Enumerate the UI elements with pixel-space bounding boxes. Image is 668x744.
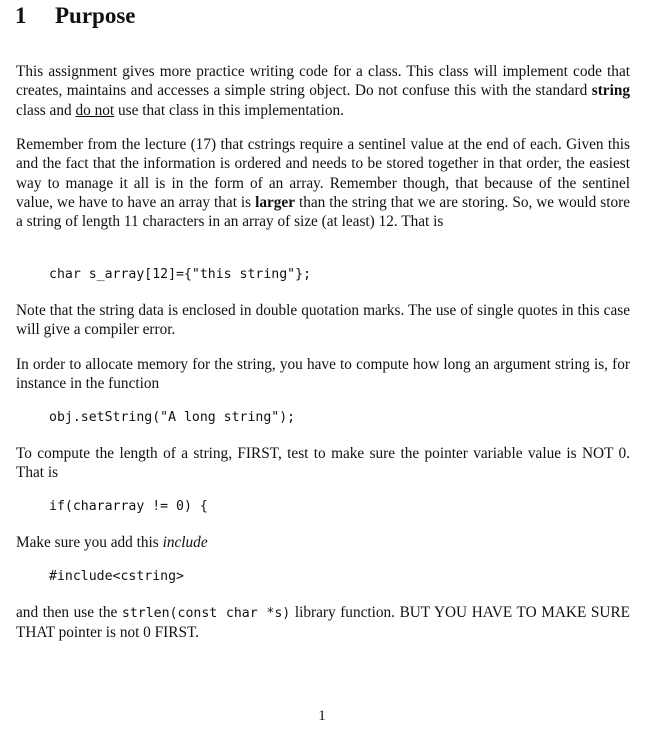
paragraph-include <box>16 533 630 552</box>
text-run-bold: larger <box>255 193 295 211</box>
text-run: Note that the string data is enclosed in double quotation marks. The use of single quotes in this case will give a compiler error. <box>16 302 630 339</box>
paragraph-allocate <box>16 355 630 394</box>
text-run: Make sure you add this <box>16 534 163 551</box>
code-setstring-call: obj.setString("A long string"); <box>49 410 296 425</box>
text-run-code: strlen(const char *s) <box>121 606 291 621</box>
text-run: use that class in this implementation. <box>114 101 344 119</box>
paragraph-strlen <box>16 603 630 643</box>
paragraph-sentinel <box>16 135 630 231</box>
text-run-bold: string <box>591 82 630 100</box>
text-run: class and <box>16 101 76 119</box>
code-null-check: if(chararray != 0) { <box>49 499 208 514</box>
section-number: 1 <box>15 3 27 28</box>
text-run: In order to allocate memory for the string, you have to compute how long an argument string is, for instance in the function <box>16 356 630 393</box>
text-run-underlined: do not <box>75 101 115 119</box>
text-run: than the string that we are storing. So, we would store a string of length 11 characters in an array of size (at least) 12. That is <box>16 193 630 231</box>
paragraph-length <box>16 444 630 483</box>
section-heading <box>15 3 136 29</box>
paragraph-intro <box>16 62 630 120</box>
paragraph-quotes <box>16 301 630 340</box>
page-number: 1 <box>318 708 326 724</box>
code-include-directive: #include<cstring> <box>49 569 184 584</box>
text-run-italic: include <box>162 534 208 551</box>
section-title: Purpose <box>55 3 136 28</box>
text-run: To compute the length of a string, FIRST, test to make sure the pointer variable value is NOT 0. That is <box>16 445 630 482</box>
text-run: and then use the <box>16 604 122 621</box>
text-run: Remember from the lecture (17) that cstrings require a sentinel value at the end of each. Given this and the fact that the information is ordered and needs to be stored together in that order, the easiest way to manage it all is in the form of an array. Remember though, that because of the sentinel value, we have to have an array that is <box>16 136 630 211</box>
code-array-declaration: char s_array[12]={"this string"}; <box>49 267 312 282</box>
text-run: This assignment gives more practice writing code for a class. This class will implement code that creates, maintains and accesses a simple string object. Do not confuse this with the standard <box>16 63 630 100</box>
text-run: library function. BUT YOU HAVE TO MAKE SURE THAT pointer is not 0 FIRST. <box>16 604 630 642</box>
